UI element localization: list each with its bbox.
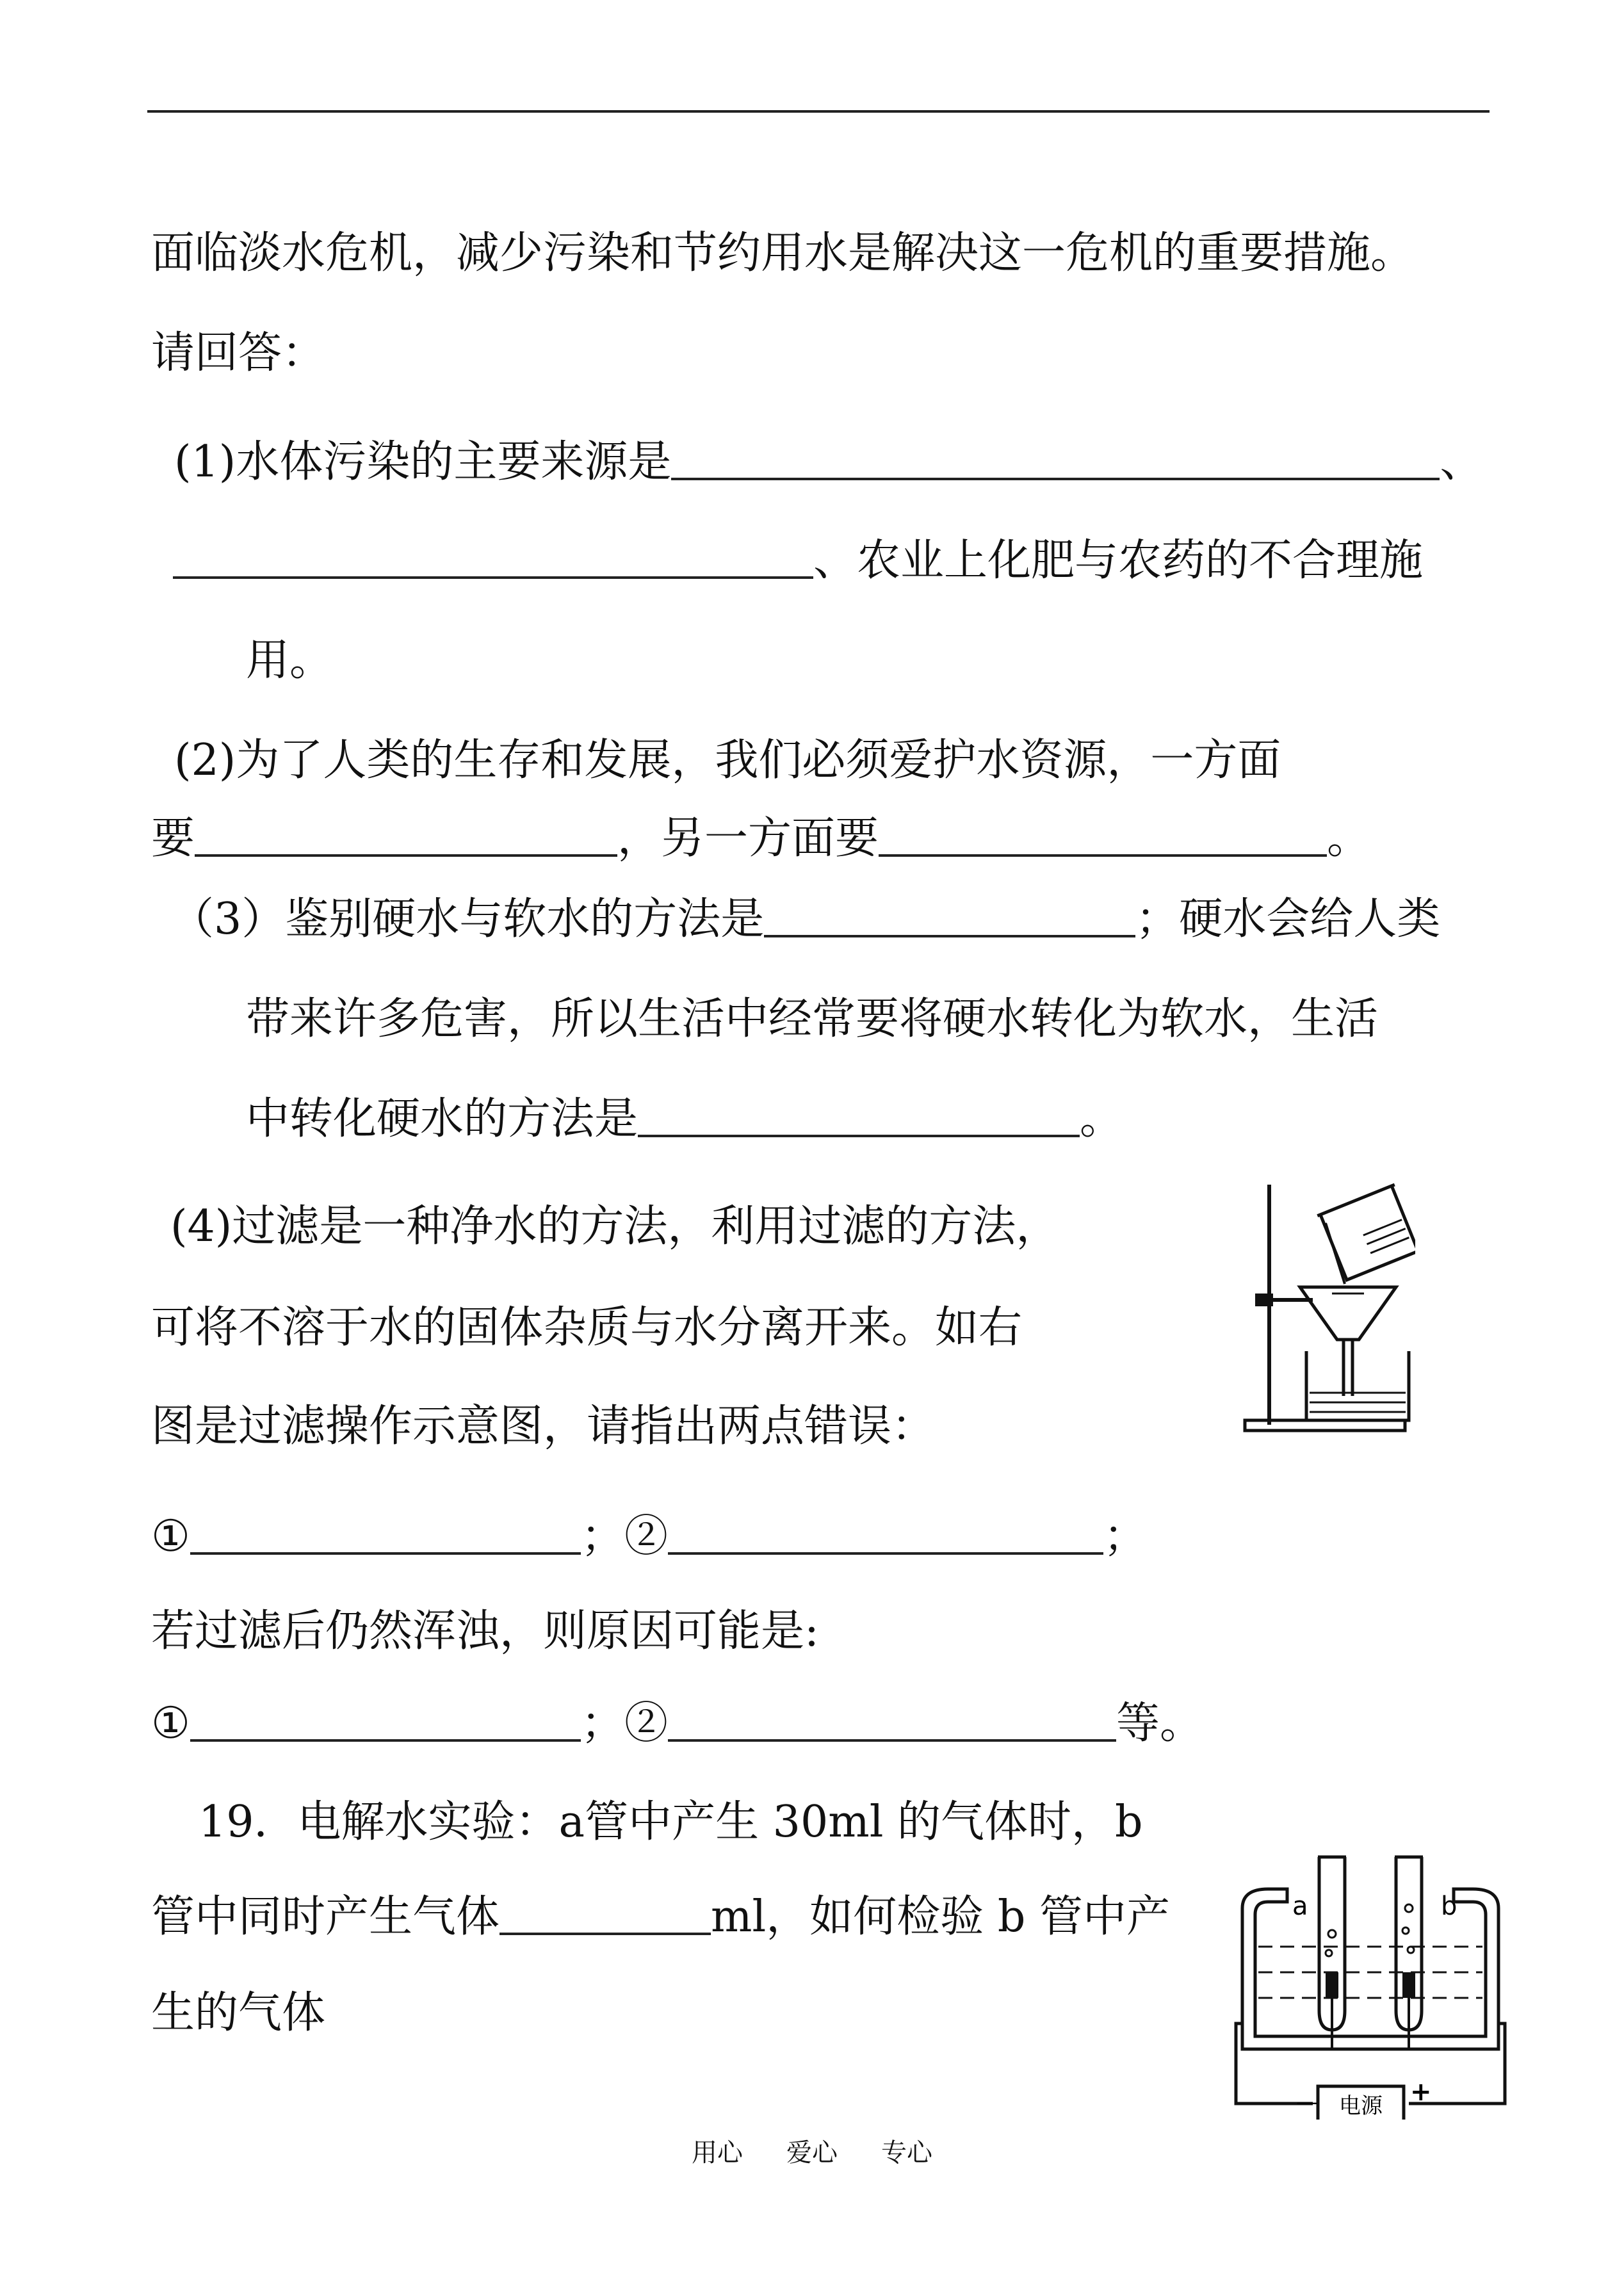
q19-line-2 xyxy=(151,1892,1170,1943)
q4-semicolon-3: ； xyxy=(580,1698,624,1749)
q4-line-4 xyxy=(151,1511,1147,1562)
q2-line-2 xyxy=(151,813,1370,864)
q4-end: 等。 xyxy=(1116,1698,1204,1749)
q1-tail: 用。 xyxy=(246,635,334,686)
intro-line-2: 请回答： xyxy=(151,328,326,378)
q3-blank-2[interactable] xyxy=(638,1096,1080,1137)
power-source-label: 电源 xyxy=(1339,2093,1383,2119)
q4-error-blank-2[interactable] xyxy=(668,1514,1103,1555)
q4-reason-blank-1[interactable] xyxy=(190,1701,581,1742)
q2-blank-1[interactable] xyxy=(195,816,617,857)
tube-b-label: b xyxy=(1441,1892,1458,1921)
q19-line-1: 19．电解水实验：a管中产生 30ml 的气体时，b xyxy=(199,1797,1143,1847)
q1-line-1 xyxy=(174,437,1483,488)
q1-blank-1[interactable] xyxy=(671,439,1440,480)
q3-suffix: ；硬水会给人类 xyxy=(1135,894,1441,945)
page-footer xyxy=(0,2132,1624,2169)
footer-word-2: 爱心 xyxy=(786,2138,838,2168)
q19-prefix: 管中同时产生气体 xyxy=(151,1892,500,1942)
filtration-diagram xyxy=(1236,1172,1415,1441)
header-rule xyxy=(147,110,1490,113)
footer-word-1: 用心 xyxy=(692,2138,743,2168)
q3-line-1 xyxy=(170,894,1440,945)
q1-prefix: (1)水体污染的主要来源是 xyxy=(174,437,672,487)
q1-separator: 、 xyxy=(1440,437,1484,487)
footer-word-3: 专心 xyxy=(881,2138,932,2168)
q4-line-1: (4)过滤是一种净水的方法，利用过滤的方法， xyxy=(170,1201,1060,1252)
q1-suffix: 、农业上化肥与农药的不合理施 xyxy=(813,535,1424,586)
q4-marker-3: ① xyxy=(151,1698,190,1749)
q3-end: 。 xyxy=(1080,1094,1124,1144)
q4-line-2: 可将不溶于水的固体杂质与水分离开来。如右 xyxy=(151,1302,1023,1353)
q4-line-6 xyxy=(151,1698,1203,1749)
q3-line-3 xyxy=(246,1094,1123,1145)
q3-line-2: 带来许多危害，所以生活中经常要将硬水转化为软水，生活 xyxy=(246,994,1379,1044)
tube-a-label: a xyxy=(1292,1892,1308,1921)
q4-reason-blank-2[interactable] xyxy=(668,1701,1116,1742)
power-plus-sign: + xyxy=(1410,2077,1432,2107)
q3-blank-1[interactable] xyxy=(764,896,1135,937)
q4-marker-4: ② xyxy=(624,1698,668,1749)
q1-line-2 xyxy=(173,535,1423,587)
q2-middle: ，另一方面要 xyxy=(617,813,879,864)
electrolysis-diagram xyxy=(1230,1844,1511,2120)
q19-suffix: ml，如何检验 b 管中产 xyxy=(711,1892,1171,1942)
q2-prefix: 要 xyxy=(151,813,195,864)
q4-error-blank-1[interactable] xyxy=(190,1514,581,1555)
q4-semicolon-1: ； xyxy=(580,1511,624,1562)
q3-prefix: （3）鉴别硬水与软水的方法是 xyxy=(170,894,765,945)
q3-line3-prefix: 中转化硬水的方法是 xyxy=(246,1094,638,1144)
q4-line-5: 若过滤后仍然浑浊，则原因可能是: xyxy=(151,1606,819,1657)
power-minus-sign: — xyxy=(1296,2089,1318,2115)
q4-line-3: 图是过滤操作示意图，请指出两点错误： xyxy=(151,1401,936,1452)
q1-blank-2[interactable] xyxy=(173,538,813,579)
intro-line-1: 面临淡水危机，减少污染和节约用水是解决这一危机的重要措施。 xyxy=(151,228,1415,279)
q4-marker-2: ② xyxy=(624,1511,668,1562)
q2-blank-2[interactable] xyxy=(879,816,1327,857)
q2-end: 。 xyxy=(1327,813,1371,864)
q2-line-1: (2)为了人类的生存和发展，我们必须爱护水资源，一方面 xyxy=(174,735,1281,786)
q19-volume-blank[interactable] xyxy=(499,1894,711,1935)
q4-semicolon-2: ； xyxy=(1103,1511,1148,1562)
q19-line-3: 生的气体 xyxy=(151,1988,326,2038)
q4-marker-1: ① xyxy=(151,1511,190,1562)
